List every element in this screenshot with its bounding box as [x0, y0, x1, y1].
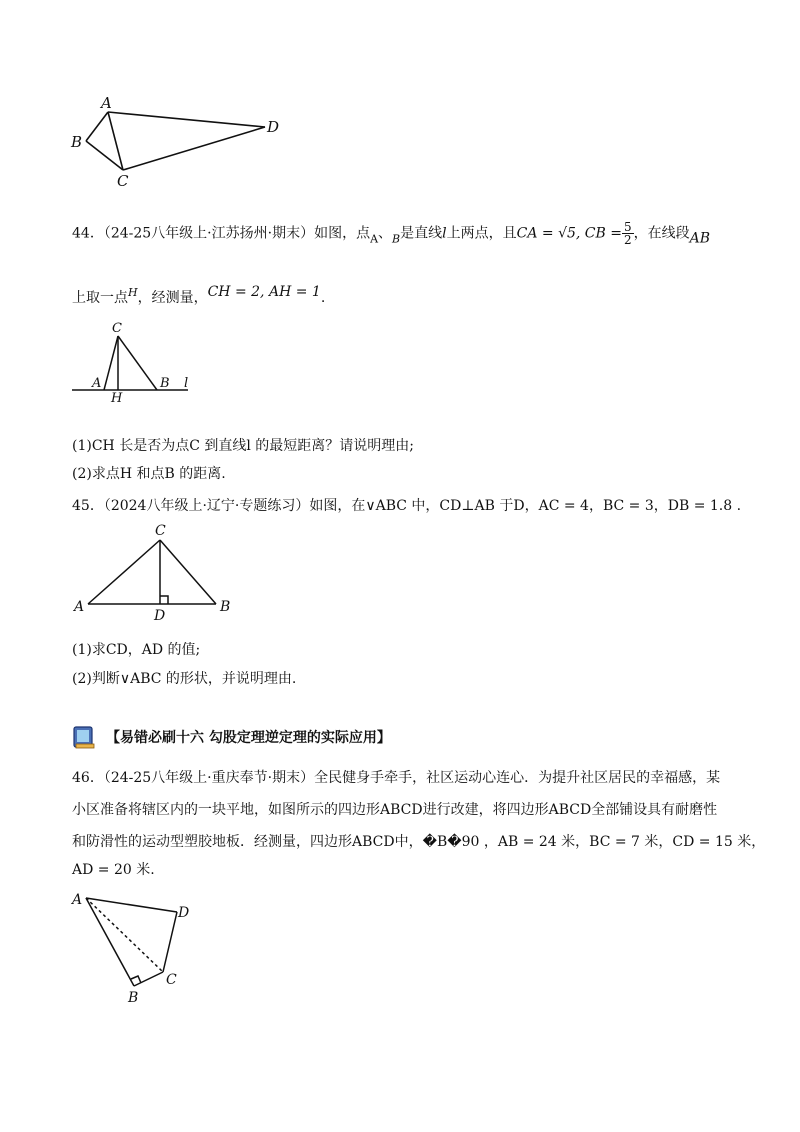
q45-subquestion-2: (2)判断∨ABC 的形状，并说明理由.: [72, 671, 297, 687]
q44-point-h: H: [128, 286, 138, 299]
q46-fig-label-c: C: [166, 972, 177, 988]
q44-fig-label-c: C: [112, 321, 122, 336]
figure-q45-triangle: [0, 520, 800, 630]
q44-fig-label-l: l: [184, 376, 189, 391]
figure-q46-quadrilateral: [0, 880, 800, 1020]
q44-math-ca-cb: CA = √5, CB =: [516, 225, 622, 242]
q44-fig-label-b: B: [160, 376, 170, 391]
figure-q44-triangle: [0, 318, 800, 438]
q44-text-f: ，经测量，: [137, 290, 208, 306]
q44-point-a: A: [370, 232, 379, 246]
q46-line2: 小区准备将辖区内的一块平地，如图所示的四边形ABCD进行改建，将四边形ABCD全部铺设具有耐磨性: [72, 802, 718, 818]
q44-subquestion-2: (2)求点H 和点B 的距离.: [72, 466, 226, 482]
q44-frac-num: 5: [624, 220, 632, 234]
book-icon: [72, 724, 98, 750]
fig43-label-a: A: [101, 94, 112, 112]
q44-fig-label-h: H: [111, 391, 123, 406]
q44-text: 如图，点: [314, 225, 371, 242]
q44-number: 44．: [72, 225, 104, 242]
q45-fig-label-b: B: [220, 599, 231, 615]
q44-line1: [72, 221, 710, 250]
q44-segment-ab: AB: [689, 230, 711, 247]
q45-subquestion-1: (1)求CD，AD 的值;: [72, 642, 201, 658]
fig43-label-d: D: [267, 118, 280, 136]
q45-fig-label-d: D: [154, 608, 166, 624]
section-title: 【易错必刷十六 勾股定理逆定理的实际应用】: [106, 730, 391, 746]
q44-frac-den: 2: [624, 233, 632, 247]
q44-source: （24-25八年级上·江苏扬州·期末）: [103, 225, 315, 242]
q44-fig-label-a: A: [92, 376, 102, 391]
q45-line1: [72, 496, 741, 516]
q44-period: .: [320, 290, 326, 306]
q44-text-c: 上两点，且: [446, 225, 517, 242]
q45-source: （2024八年级上·辽宁·专题练习）: [103, 498, 310, 514]
q45-fig-label-c: C: [155, 523, 166, 539]
q46-line4: AD = 20 米.: [72, 862, 155, 878]
q44-text-d: ，在线段: [633, 225, 690, 242]
q44-point-b: B: [392, 232, 401, 246]
q45-fig-label-a: A: [74, 599, 85, 615]
q44-sep: 、: [378, 225, 393, 242]
q45-number: 45．: [72, 498, 104, 514]
q46-fig-label-b: B: [128, 990, 139, 1006]
section-header: [72, 722, 391, 752]
q45-text: 如图，在∨ABC 中，CD⊥AB 于D，AC = 4，BC = 3，DB = 1.8 .: [309, 498, 742, 514]
q46-line3: 和防滑性的运动型塑胶地板．经测量，四边形ABCD中，�B�90 ，AB = 24 米，BC = 7 米，CD = 15 米，: [72, 834, 766, 850]
figure-quadrilateral-abcd-top: [0, 0, 800, 200]
q44-subquestion-1: (1)CH 长是否为点C 到直线l 的最短距离？请说明理由;: [72, 438, 415, 454]
q46-fig-label-a: A: [72, 892, 83, 908]
q46-fig-label-d: D: [178, 905, 190, 921]
q44-line-l: l: [442, 225, 447, 242]
q44-line2: [72, 282, 325, 308]
q44-fraction: [622, 221, 634, 246]
fig43-label-c: C: [117, 172, 129, 190]
q46-line1: 46．（24-25八年级上·重庆奉节·期末）全民健身手牵手，社区运动心连心．为提升社区居民的幸福感，某: [72, 770, 721, 786]
q44-text-b: 是直线: [400, 225, 443, 242]
q44-math-ch-ah: CH = 2, AH = 1: [207, 284, 321, 300]
fig43-label-b: B: [71, 133, 83, 151]
q44-text-e: 上取一点: [72, 290, 128, 306]
